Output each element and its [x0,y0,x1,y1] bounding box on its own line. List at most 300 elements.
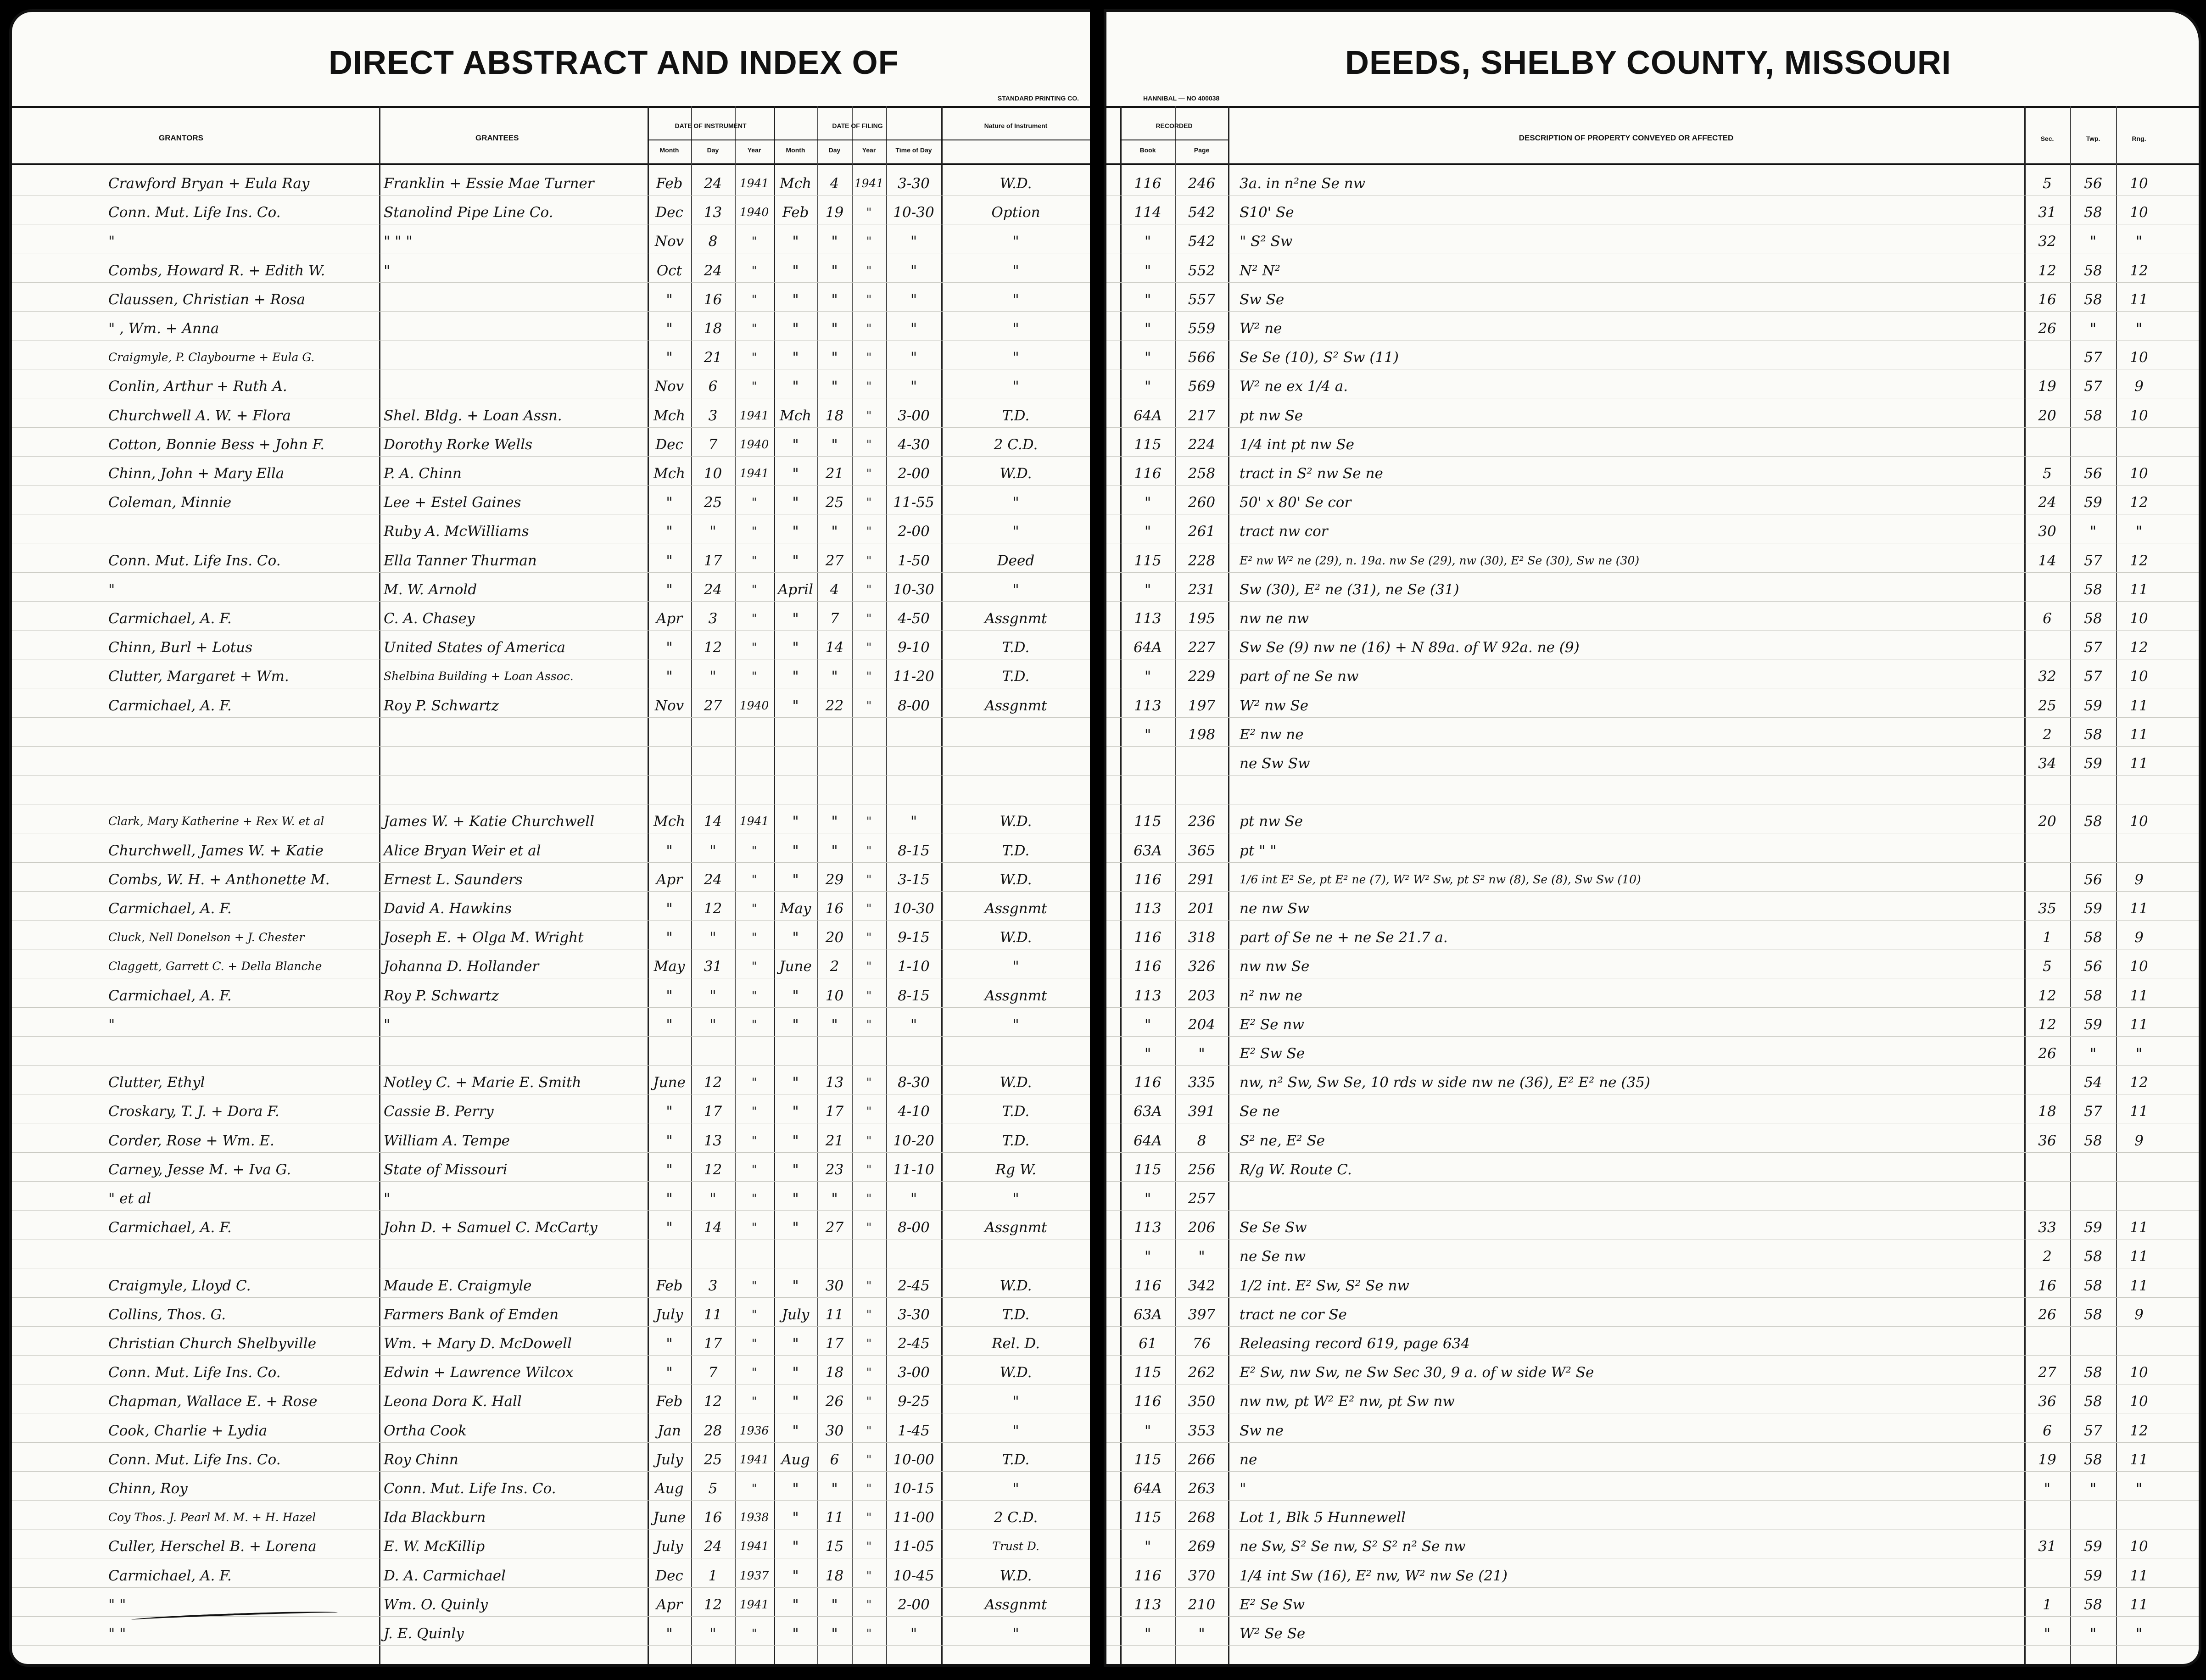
description-cell: Lot 1, Blk 5 Hunnewell [1240,1509,1406,1526]
table-row [12,523,1093,540]
rng-cell: 9 [2134,1306,2144,1323]
filing-time-cell: 11-55 [893,494,934,511]
instrument-day-cell: " [709,668,716,685]
instrument-year-cell: 1940 [739,206,769,219]
rng-cell: 12 [2130,494,2148,511]
filing-time-cell: 10-30 [893,900,934,917]
instrument-year-cell: " [751,351,757,364]
filing-year-cell: " [866,525,872,538]
filing-month-cell: " [792,1538,799,1555]
filing-year-cell: " [866,1308,872,1321]
description-cell: part of Se ne + ne Se 21.7 a. [1240,929,1448,946]
page-cell: 559 [1188,320,1216,337]
filing-month-cell: " [792,929,799,946]
grantee-cell: Roy P. Schwartz [384,988,499,1004]
grantee-cell: Stanolind Pipe Line Co. [384,204,553,221]
table-row [12,407,1093,424]
instrument-day-cell: 3 [708,407,718,424]
book-cell: " [1144,1190,1151,1207]
instrument-month-cell: " [666,320,673,337]
filing-month-cell: " [792,349,799,366]
book-cell: 64A [1134,639,1162,656]
description-cell: W² Se Se [1240,1625,1306,1642]
table-row [1106,1219,2199,1236]
page-cell: 335 [1188,1074,1216,1091]
row-rule [12,1326,1093,1327]
table-row [12,1480,1093,1497]
inst-day-header: Day [707,146,719,154]
file-month-header: Month [786,146,805,154]
rng-cell: " [2135,1480,2143,1497]
instrument-year-cell: " [751,1221,757,1234]
table-row [1106,436,2199,453]
page-cell: 203 [1188,988,1216,1004]
table-row [12,842,1093,860]
table-row [12,1596,1093,1613]
filing-month-cell: " [792,1161,799,1178]
page-cell: 557 [1188,291,1216,308]
table-row [1106,204,2199,221]
grantor-cell: " " [108,1625,126,1642]
filing-month-cell: June [779,958,812,975]
table-row [12,1509,1093,1526]
row-rule [12,601,1093,602]
twp-cell: 56 [2084,958,2102,975]
description-cell: 1/6 int E² Se, pt E² ne (7), W² W² Sw, pt S² nw (8), Se (8), Sw Sw (10) [1240,873,1641,886]
grantee-cell: Leona Dora K. Hall [384,1393,522,1410]
sec-cell: 12 [2038,1016,2056,1033]
grantee-cell: Wm. + Mary D. McDowell [384,1335,572,1352]
filing-day-cell: 7 [830,610,839,627]
filing-day-cell: 4 [830,175,839,192]
filing-year-cell: " [866,873,872,886]
table-row [1106,1393,2199,1410]
page-cell: 350 [1188,1393,1216,1410]
description-cell: " S² Sw [1240,233,1293,250]
instrument-day-cell: 21 [704,349,722,366]
instrument-year-cell: " [751,641,757,654]
description-cell: R/g W. Route C. [1240,1161,1352,1178]
grantor-cell: Clark, Mary Katherine + Rex W. et al [108,815,324,828]
filing-time-cell: 2-00 [898,1596,930,1613]
row-rule [1106,717,2199,718]
book-cell: 64A [1134,407,1162,424]
grantor-cell: " et al [108,1190,151,1207]
instrument-month-cell: " [666,523,673,540]
description-cell: Releasing record 619, page 634 [1240,1335,1470,1352]
instrument-month-cell: July [655,1451,683,1468]
table-row [12,494,1093,511]
instrument-day-cell: 25 [704,1451,722,1468]
instrument-year-cell: " [751,1395,757,1408]
row-rule [12,1152,1093,1153]
filing-day-cell: 27 [825,1219,844,1236]
nature-cell: Rg W. [995,1161,1037,1178]
book-cell: " [1144,1538,1151,1555]
grantor-cell: Coleman, Minnie [108,494,232,511]
description-cell: Se Se (10), S² Sw (11) [1240,349,1399,366]
grantor-cell: Churchwell, James W. + Katie [108,843,324,859]
file-day-header: Day [828,146,841,154]
sec-cell: 36 [2038,1393,2056,1410]
row-rule [1106,920,2199,921]
description-cell: " [1240,1480,1246,1497]
table-row [1106,668,2199,685]
rng-cell: " [2135,1625,2143,1642]
page-cell: 263 [1188,1480,1216,1497]
row-rule [12,1036,1093,1037]
filing-time-cell: 10-20 [893,1133,934,1149]
description-cell: W² ne [1240,320,1282,337]
grantee-cell: M. W. Arnold [384,581,477,598]
description-cell: ne Se nw [1240,1248,1306,1265]
table-row [1106,1306,2199,1323]
grantee-cell: Notley C. + Marie E. Smith [384,1074,581,1091]
grantor-cell: Cotton, Bonnie Bess + John F. [108,436,325,453]
instrument-year-cell: " [751,1018,757,1031]
instrument-day-cell: 16 [704,1509,722,1526]
nature-cell: W.D. [1000,465,1032,482]
rng-cell: 11 [2130,581,2148,598]
filing-day-cell: 18 [825,1364,844,1381]
instrument-day-cell: " [709,929,716,946]
table-row [12,233,1093,250]
book-cell: 116 [1134,871,1162,888]
page-header: Page [1194,146,1210,154]
filing-month-cell: " [792,1568,799,1584]
instrument-year-cell: 1938 [739,1511,769,1524]
grantee-cell: C. A. Chasey [384,610,475,627]
instrument-year-cell: " [751,554,757,567]
instrument-year-cell: 1941 [739,1453,769,1466]
instrument-month-cell: " [666,349,673,366]
instrument-month-cell: " [666,581,673,598]
filing-year-cell: " [866,902,872,915]
instrument-day-cell: " [709,1625,716,1642]
grantor-cell: Conlin, Arthur + Ruth A. [108,378,287,395]
table-row [1106,871,2199,888]
instrument-day-cell: 24 [704,581,722,598]
filing-time-cell: 9-15 [898,929,930,946]
table-row [12,1567,1093,1585]
sec-cell: 19 [2038,378,2056,395]
table-row [12,900,1093,917]
nature-cell: Assgnmt [984,698,1047,714]
instrument-month-cell: " [666,1219,673,1236]
filing-month-cell: " [792,1335,799,1352]
table-row [12,552,1093,569]
time-of-day-header: Time of Day [895,146,932,154]
filing-time-cell: 4-10 [898,1103,930,1120]
sec-cell: 31 [2038,1538,2056,1555]
grantee-cell: Ella Tanner Thurman [384,553,537,569]
instrument-month-cell: " [666,1190,673,1207]
row-rule [1106,1616,2199,1617]
page-cell: 261 [1188,523,1216,540]
rng-cell: 11 [2130,726,2148,743]
filing-time-cell: 2-45 [898,1335,930,1352]
filing-year-cell: " [866,1453,872,1466]
row-rule [12,427,1093,428]
twp-cell: 57 [2084,668,2102,685]
filing-month-cell: " [792,1509,799,1526]
row-rule [1106,775,2199,776]
table-row [12,871,1093,888]
nature-cell: " [1012,1190,1019,1207]
nature-cell: " [1012,523,1019,540]
grantee-cell: Shelbina Building + Loan Assoc. [384,670,574,683]
table-row [1106,1190,2199,1207]
nature-cell: T.D. [1002,843,1030,859]
table-row [12,204,1093,221]
instrument-day-cell: 13 [704,1133,722,1149]
filing-day-cell: 16 [825,900,844,917]
twp-cell: 58 [2084,291,2102,308]
book-cell: 113 [1134,900,1162,917]
page-cell: 260 [1188,494,1216,511]
right-page-title: DEEDS, SHELBY COUNTY, MISSOURI [1345,45,1951,81]
description-cell: 50' x 80' Se cor [1240,494,1352,511]
instrument-day-cell: " [709,988,716,1004]
instrument-month-cell: " [666,1161,673,1178]
filing-year-cell: " [866,844,872,857]
twp-header: Twp. [2086,135,2100,142]
table-row [1106,842,2199,860]
form-number: HANNIBAL — NO 400038 [1143,95,1220,102]
sec-cell: 1 [2043,929,2052,946]
left-page [9,9,1095,1667]
description-cell: ne nw Sw [1240,900,1310,917]
grantor-cell: Culler, Herschel B. + Lorena [108,1538,317,1555]
instrument-month-cell: July [655,1306,683,1323]
filing-year-cell: " [866,989,872,1002]
filing-day-cell: " [831,1625,838,1642]
description-header: DESCRIPTION OF PROPERTY CONVEYED OR AFFECTED [1519,134,1734,142]
grantor-cell: Crawford Bryan + Eula Ray [108,175,310,192]
instrument-day-cell: 10 [704,465,722,482]
row-rule [12,1442,1093,1443]
instrument-month-cell: " [666,843,673,859]
sec-cell: 20 [2038,813,2056,830]
grantor-cell: " [108,581,115,598]
filing-time-cell: 9-25 [898,1393,930,1410]
book-cell: 114 [1134,204,1162,221]
twp-cell: 58 [2084,1393,2102,1410]
filing-day-cell: " [831,378,838,395]
rng-cell: " [2135,1045,2143,1062]
grantor-cell: Carmichael, A. F. [108,610,232,627]
description-cell: ne Sw, S² Se nw, S² S² n² Se nw [1240,1538,1466,1555]
table-row [12,1277,1093,1295]
grantor-cell: Churchwell A. W. + Flora [108,407,291,424]
row-rule [12,630,1093,631]
instrument-year-cell: " [751,1192,757,1205]
table-row [1106,552,2199,569]
grantee-cell: Ortha Cook [384,1423,467,1439]
rng-cell: 11 [2130,1248,2148,1265]
grantor-cell: Combs, Howard R. + Edith W. [108,262,325,279]
instrument-day-cell: 17 [704,1103,722,1120]
filing-year-cell: " [866,583,872,596]
page-cell: 204 [1188,1016,1216,1033]
nature-cell: W.D. [1000,1278,1032,1294]
grantor-cell: Claussen, Christian + Rosa [108,291,306,308]
recorded-header: RECORDED [1156,122,1193,129]
rng-cell: 11 [2130,755,2148,772]
filing-time-cell: 8-00 [898,698,930,714]
instrument-month-cell: Mch [653,407,686,424]
filing-time-cell: " [910,1190,917,1207]
filing-year-cell: " [866,960,872,973]
instrument-year-cell: " [751,844,757,857]
row-rule [1106,1587,2199,1588]
page-cell: 552 [1188,262,1216,279]
instrument-month-cell: Jan [658,1423,681,1439]
table-row [12,1335,1093,1352]
nature-cell: W.D. [1000,871,1032,888]
description-cell: Sw (30), E² ne (31), ne Se (31) [1240,581,1459,598]
rng-cell: 10 [2130,175,2148,192]
twp-cell: " [2089,1045,2097,1062]
book-cell: 63A [1134,1306,1162,1323]
grantee-cell: Ruby A. McWilliams [384,523,529,540]
table-row [12,465,1093,482]
grantor-cell: " [108,1016,115,1033]
row-rule [12,456,1093,457]
filing-month-cell: " [792,639,799,656]
table-row [12,1393,1093,1410]
filing-month-cell: " [792,494,799,511]
book-cell: " [1144,581,1151,598]
filing-time-cell: 3-30 [898,1306,930,1323]
nature-cell: " [1012,291,1019,308]
grantor-cell: Combs, W. H. + Anthonette M. [108,871,330,888]
instrument-month-cell: " [666,553,673,569]
rng-cell: 11 [2130,988,2148,1004]
instrument-month-cell: " [666,1625,673,1642]
grantor-cell: Cook, Charlie + Lydia [108,1423,268,1439]
description-cell: E² nw ne [1240,726,1304,743]
sec-cell: " [2044,1625,2051,1642]
grantor-cell: Corder, Rose + Wm. E. [108,1133,274,1149]
row-rule [12,1210,1093,1211]
filing-year-cell: " [866,496,872,509]
filing-day-cell: " [831,843,838,859]
page-cell: 229 [1188,668,1216,685]
grantor-cell: Carmichael, A. F. [108,988,232,1004]
twp-cell: 57 [2084,553,2102,569]
filing-year-cell: " [866,699,872,712]
instrument-year-cell: 1936 [739,1424,769,1437]
twp-cell: 54 [2084,1074,2102,1091]
grantee-cell: Cassie B. Perry [384,1103,494,1120]
instrument-year-cell: " [751,1482,757,1495]
sec-cell: 32 [2038,233,2056,250]
page-cell: 266 [1188,1451,1216,1468]
grantee-cell: E. W. McKillip [384,1538,485,1555]
twp-cell: " [2089,1480,2097,1497]
grantee-cell: Alice Bryan Weir et al [384,843,541,859]
page-cell: 391 [1188,1103,1216,1120]
instrument-month-cell: Apr [656,871,683,888]
filing-day-cell: " [831,436,838,453]
instrument-day-cell: 17 [704,553,722,569]
filing-day-cell: 23 [825,1161,844,1178]
nature-cell: " [1012,1016,1019,1033]
filing-month-cell: July [782,1306,810,1323]
twp-cell: 58 [2084,1364,2102,1381]
nature-cell: T.D. [1002,1306,1030,1323]
filing-year-cell: 1941 [854,177,884,190]
instrument-day-cell: 24 [704,871,722,888]
table-row [12,813,1093,830]
instrument-year-cell: " [751,960,757,973]
instrument-day-cell: 5 [708,1480,718,1497]
filing-year-cell: " [866,293,872,306]
table-row [1106,900,2199,917]
sec-cell: 14 [2038,553,2056,569]
nature-cell: T.D. [1002,1133,1030,1149]
instrument-day-cell: 18 [704,320,722,337]
nature-cell: Option [991,204,1040,221]
filing-year-cell: " [866,206,872,219]
nature-cell: " [1012,1393,1019,1410]
row-rule [12,1065,1093,1066]
table-row [12,1422,1093,1440]
instrument-month-cell: " [666,291,673,308]
table-row [1106,1538,2199,1555]
filing-day-cell: " [831,1596,838,1613]
description-cell: pt nw Se [1240,813,1303,830]
grantor-cell: Chinn, John + Mary Ella [108,465,285,482]
rng-cell: 10 [2130,668,2148,685]
instrument-month-cell: " [666,900,673,917]
nature-cell: W.D. [1000,1074,1032,1091]
grantee-cell: " [384,1016,391,1033]
grantor-cell: Carmichael, A. F. [108,900,232,917]
grantor-cell: Chinn, Burl + Lotus [108,639,252,656]
page-cell: 197 [1188,698,1216,714]
page-cell: 268 [1188,1509,1216,1526]
twp-cell: 58 [2084,407,2102,424]
nature-cell: " [1012,1480,1019,1497]
twp-cell: 59 [2084,494,2102,511]
grantor-cell: " , Wm. + Anna [108,320,219,337]
filing-day-cell: 15 [825,1538,844,1555]
filing-month-cell: " [792,233,799,250]
nature-cell: Assgnmt [984,988,1047,1004]
nature-cell: 2 C.D. [994,436,1038,453]
instrument-year-cell: " [751,496,757,509]
filing-time-cell: 8-15 [898,843,930,859]
filing-year-cell: " [866,438,872,451]
rng-cell: 11 [2130,900,2148,917]
twp-cell: 58 [2084,929,2102,946]
filing-month-cell: " [792,1133,799,1149]
rng-cell: 12 [2130,1423,2148,1439]
filing-year-cell: " [866,1395,872,1408]
grantor-cell: Carney, Jesse M. + Iva G. [108,1161,291,1178]
instrument-month-cell: " [666,494,673,511]
twp-cell: " [2089,320,2097,337]
table-row [1106,1596,2199,1613]
nature-cell: " [1012,1625,1019,1642]
filing-day-cell: 27 [825,553,844,569]
nature-cell: 2 C.D. [994,1509,1038,1526]
table-row [12,1625,1093,1642]
rng-cell: 9 [2134,929,2144,946]
instrument-day-cell: 14 [704,813,722,830]
